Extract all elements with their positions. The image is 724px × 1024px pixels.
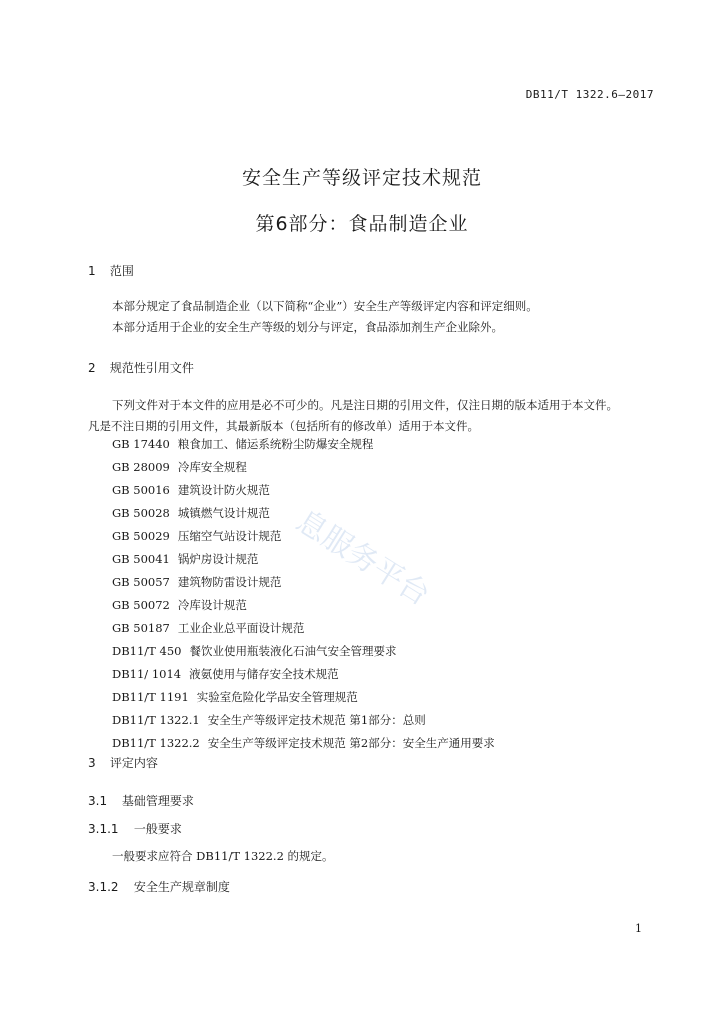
reference-title: 粮食加工、储运系统粉尘防爆安全规程	[177, 437, 374, 451]
paragraph: 本部分规定了食品制造企业（以下简称“企业”）安全生产等级评定内容和评定细则。	[112, 299, 538, 313]
section-3-1-1-body	[88, 846, 658, 867]
section-number: 1	[88, 264, 96, 278]
section-1-body	[88, 296, 658, 338]
reference-code: GB 50016	[112, 483, 170, 497]
reference-title: 安全生产等级评定技术规范 第2部分：安全生产通用要求	[207, 736, 495, 750]
reference-code: GB 50029	[112, 529, 170, 543]
reference-title: 建筑设计防火规范	[177, 483, 270, 497]
reference-title: 锅炉房设计规范	[177, 552, 259, 566]
watermark-text: 息服务平台	[289, 503, 436, 613]
reference-title: 液氨使用与储存安全技术规范	[189, 667, 339, 681]
reference-item	[112, 525, 495, 548]
section-title: 规范性引用文件	[109, 361, 194, 375]
section-3-1-heading	[88, 792, 194, 809]
section-title: 基础管理要求	[121, 794, 194, 808]
section-title: 范围	[109, 264, 134, 278]
reference-title: 城镇燃气设计规范	[177, 506, 270, 520]
reference-code: GB 50072	[112, 598, 170, 612]
reference-title: 压缩空气站设计规范	[177, 529, 282, 543]
reference-code: GB 50057	[112, 575, 170, 589]
section-title: 安全生产规章制度	[133, 880, 230, 894]
section-title: 一般要求	[133, 822, 182, 836]
section-3-1-1-heading	[88, 820, 182, 837]
reference-item	[112, 617, 495, 640]
section-number: 3.1.2	[88, 880, 119, 894]
reference-title: 工业企业总平面设计规范	[177, 621, 305, 635]
reference-item	[112, 479, 495, 502]
document-subtitle: 第6部分：食品制造企业	[255, 213, 469, 235]
reference-item	[112, 433, 495, 456]
section-3-heading	[88, 754, 158, 771]
reference-item	[112, 663, 495, 686]
section-1-heading	[88, 262, 134, 279]
reference-code: GB 50028	[112, 506, 170, 520]
document-title: 安全生产等级评定技术规范	[241, 167, 482, 189]
reference-title: 建筑物防雷设计规范	[177, 575, 282, 589]
reference-item	[112, 502, 495, 525]
reference-list	[112, 433, 495, 755]
reference-code: GB 50187	[112, 621, 170, 635]
reference-title: 餐饮业使用瓶装液化石油气安全管理要求	[189, 644, 397, 658]
reference-item	[112, 709, 495, 732]
section-number: 3.1.1	[88, 822, 119, 836]
reference-item	[112, 732, 495, 755]
reference-code: DB11/T 1322.1	[112, 713, 200, 727]
reference-code: DB11/T 1191	[112, 690, 189, 704]
reference-item	[112, 640, 495, 663]
reference-code: GB 17440	[112, 437, 170, 451]
section-number: 3.1	[88, 794, 108, 808]
document-code: DB11/T 1322.6—2017	[525, 88, 654, 101]
reference-code: DB11/T 450	[112, 644, 182, 658]
reference-item	[112, 571, 495, 594]
reference-code: DB11/T 1322.2	[112, 736, 200, 750]
reference-code: GB 28009	[112, 460, 170, 474]
section-2-body	[88, 395, 658, 437]
reference-item	[112, 594, 495, 617]
reference-item	[112, 548, 495, 571]
reference-code: DB11/ 1014	[112, 667, 182, 681]
section-2-heading	[88, 359, 194, 376]
reference-title: 实验室危险化学品安全管理规范	[196, 690, 358, 704]
reference-title: 安全生产等级评定技术规范 第1部分：总则	[207, 713, 426, 727]
page-number: 1	[635, 922, 642, 935]
reference-title: 冷库设计规范	[177, 598, 247, 612]
paragraph: 一般要求应符合 DB11/T 1322.2 的规定。	[112, 849, 334, 863]
paragraph: 下列文件对于本文件的应用是必不可少的。凡是注日期的引用文件，仅注日期的版本适用于本文件。	[112, 398, 618, 412]
paragraph: 本部分适用于企业的安全生产等级的划分与评定，食品添加剂生产企业除外。	[112, 320, 503, 334]
paragraph-continued: 凡是不注日期的引用文件，其最新版本（包括所有的修改单）适用于本文件。	[88, 419, 479, 433]
section-3-1-2-heading	[88, 878, 230, 895]
section-title: 评定内容	[109, 756, 158, 770]
reference-item	[112, 456, 495, 479]
reference-title: 冷库安全规程	[177, 460, 247, 474]
reference-code: GB 50041	[112, 552, 170, 566]
section-number: 2	[88, 361, 96, 375]
section-number: 3	[88, 756, 96, 770]
reference-item	[112, 686, 495, 709]
